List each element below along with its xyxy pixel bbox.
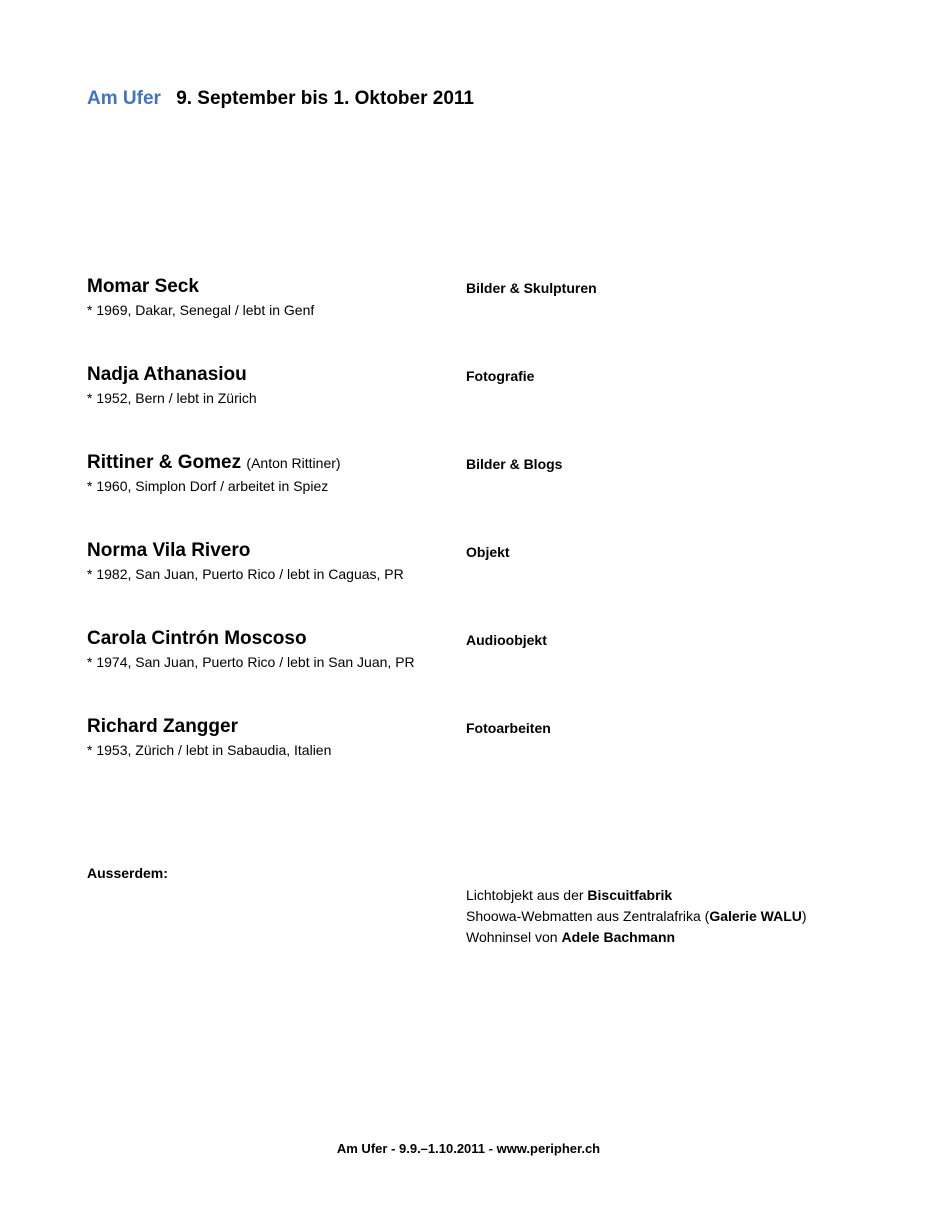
page-footer: Am Ufer - 9.9.–1.10.2011 - www.peripher.ch xyxy=(336,1141,601,1156)
also-list xyxy=(466,885,807,948)
also-item-text: ) xyxy=(801,908,807,924)
also-item-text: Shoowa-Webmatten aus Zentralafrika ( xyxy=(466,908,710,924)
artist-note: (Anton Rittiner) xyxy=(246,455,341,471)
artist-bio: * 1952, Bern / lebt in Zürich xyxy=(87,390,257,406)
artist-bio: * 1953, Zürich / lebt in Sabaudia, Italien xyxy=(87,742,332,758)
artist-medium: Bilder & Skulpturen xyxy=(466,280,597,296)
also-item-bold: Galerie WALU xyxy=(709,908,802,924)
artist-entry xyxy=(87,452,887,502)
artist-name: Nadja Athanasiou xyxy=(87,364,247,385)
also-item-bold: Biscuitfabrik xyxy=(587,887,673,903)
also-item-text: Wohninsel von xyxy=(466,929,562,945)
artist-entry xyxy=(87,276,887,326)
artist-medium: Fotoarbeiten xyxy=(466,720,551,736)
page-header xyxy=(87,88,474,110)
also-item-bold: Adele Bachmann xyxy=(561,929,676,945)
artist-medium: Fotografie xyxy=(466,368,535,384)
artist-name: Carola Cintrón Moscoso xyxy=(87,628,307,649)
artist-bio: * 1960, Simplon Dorf / arbeitet in Spiez xyxy=(87,478,329,494)
also-item-text: Lichtobjekt aus der xyxy=(466,887,588,903)
also-label: Ausserdem: xyxy=(87,865,168,881)
also-item xyxy=(466,906,807,927)
artist-name: Momar Seck xyxy=(87,276,199,297)
artist-name: Rittiner & Gomez xyxy=(87,452,242,473)
artist-entry xyxy=(87,628,887,678)
artist-medium: Objekt xyxy=(466,544,510,560)
artist-name: Richard Zangger xyxy=(87,716,238,737)
also-item xyxy=(466,927,807,948)
artist-entry xyxy=(87,716,887,766)
artist-entry xyxy=(87,364,887,414)
artist-bio: * 1974, San Juan, Puerto Rico / lebt in San Juan, PR xyxy=(87,654,415,670)
artist-entry xyxy=(87,540,887,590)
artist-bio: * 1982, San Juan, Puerto Rico / lebt in Caguas, PR xyxy=(87,566,404,582)
show-name: Am Ufer xyxy=(87,88,161,109)
artist-medium: Audioobjekt xyxy=(466,632,547,648)
artist-medium: Bilder & Blogs xyxy=(466,456,563,472)
artist-name: Norma Vila Rivero xyxy=(87,540,251,561)
also-item xyxy=(466,885,807,906)
artist-bio: * 1969, Dakar, Senegal / lebt in Genf xyxy=(87,302,315,318)
show-dates: 9. September bis 1. Oktober 2011 xyxy=(176,88,474,109)
